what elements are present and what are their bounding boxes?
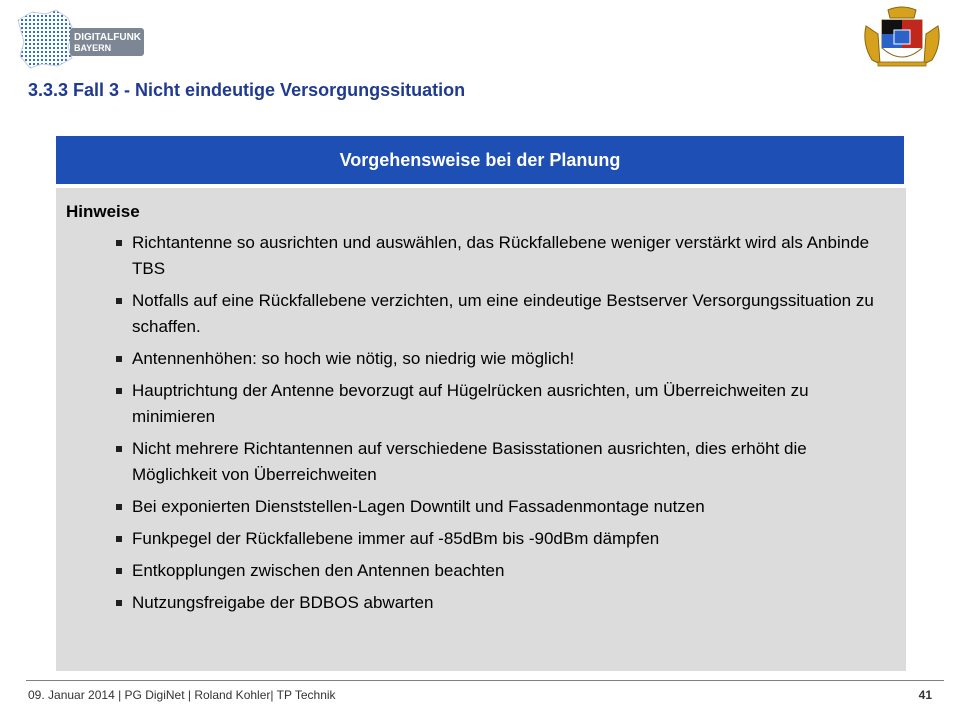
square-bullet-icon (116, 504, 122, 510)
list-item (66, 288, 896, 340)
square-bullet-icon (116, 568, 122, 574)
square-bullet-icon (116, 600, 122, 606)
square-bullet-icon (116, 536, 122, 542)
square-bullet-icon (116, 356, 122, 362)
list-item-text: Funkpegel der Rückfallebene immer auf -85dBm bis -90dBm dämpfen (132, 529, 660, 548)
list-item (66, 590, 896, 616)
page-number: 41 (918, 688, 932, 702)
list-item (66, 494, 896, 520)
list-item-text: Nutzungsfreigabe der BDBOS abwarten (132, 593, 434, 612)
panel-header-bar (56, 136, 904, 184)
list-item-text: Notfalls auf eine Rückfallebene verzichten, um eine eindeutige Bestserver Versorgungssituation zu schaffen. (132, 291, 874, 336)
logo-text-line2: BAYERN (74, 43, 112, 53)
bavarian-coat-of-arms-icon (858, 4, 946, 70)
footer-divider (26, 680, 944, 681)
list-item (66, 558, 896, 584)
list-item-text: Richtantenne so ausrichten und auswählen, das Rückfallebene weniger verstärkt wird als Anbinde TBS (132, 233, 870, 278)
panel-header-title: Vorgehensweise bei der Planung (339, 149, 621, 170)
list-item-text: Hauptrichtung der Antenne bevorzugt auf Hügelrücken ausrichten, um Überreichweiten zu minimieren (132, 381, 809, 426)
digitalfunk-bayern-logo (12, 6, 147, 70)
slide-title: 3.3.3 Fall 3 - Nicht eindeutige Versorgungssituation (28, 80, 466, 100)
square-bullet-icon (116, 298, 122, 304)
square-bullet-icon (116, 446, 122, 452)
footer-text: 09. Januar 2014 | PG DigiNet | Roland Kohler| TP Technik (28, 688, 336, 702)
hints-list (66, 230, 896, 616)
list-item (66, 436, 896, 488)
square-bullet-icon (116, 388, 122, 394)
hints-panel (56, 188, 906, 671)
list-item-text: Bei exponierten Dienststellen-Lagen Downtilt und Fassadenmontage nutzen (132, 497, 705, 516)
square-bullet-icon (116, 240, 122, 246)
list-item-text: Antennenhöhen: so hoch wie nötig, so niedrig wie möglich! (132, 349, 575, 368)
logo-text-line1: DIGITALFUNK (74, 32, 142, 43)
list-item (66, 378, 896, 430)
list-item-text: Entkopplungen zwischen den Antennen beachten (132, 561, 505, 580)
list-item (66, 526, 896, 552)
list-item (66, 230, 896, 282)
list-item-text: Nicht mehrere Richtantennen auf verschiedene Basisstationen ausrichten, dies erhöht die Möglichkeit von Überreichweiten (132, 439, 807, 484)
section-heading: Hinweise (66, 202, 140, 221)
list-item (66, 346, 896, 372)
